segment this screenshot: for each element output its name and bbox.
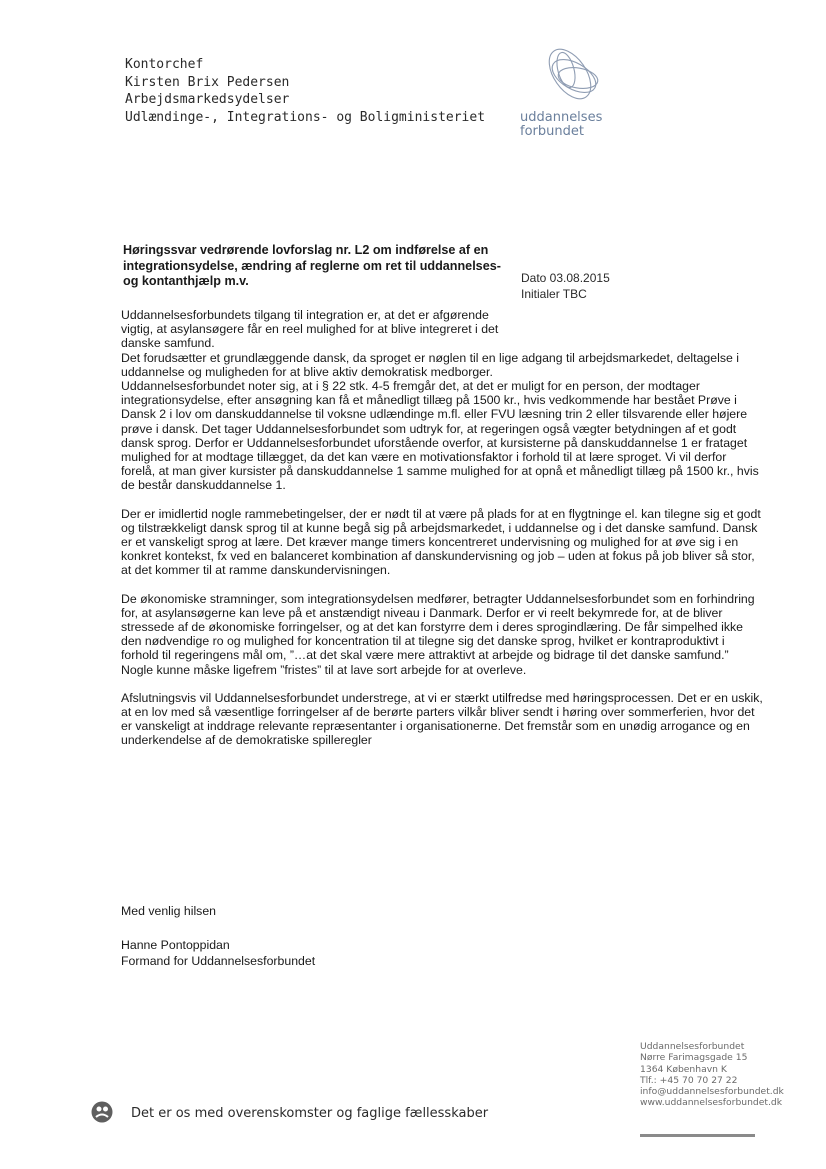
signature-name: Hanne Pontoppidan [121,938,230,952]
body-paragraph-6: Afslutningsvis vil Uddannelsesforbundet understrege, at vi er stærkt utilfredse med høringsprocessen. Det er en uskik, at en lov med så væsentlige forringelser af de berørte parters vilkår bliver sendt i høring over sommerferien, hvor det er vanskeligt at inddrage relevante repræsentanter i organisationerne. Det fremstår som en unødig arrogance og en underkendelse af de demokratiske spilleregler [121,690,763,748]
letter-initials: Initialer TBC [521,286,587,301]
footer-email: info@uddannelsesforbundet.dk [640,1086,784,1098]
letter-meta [521,271,610,302]
body-paragraph-3: Uddannelsesforbundet noter sig, at i § 22 stk. 4-5 fremgår det, at det er muligt for en person, der modtager integrationsydelse, efter ansøgning kan få et månedligt tillæg på 1500 kr., hvis vedkommende har bestået Prøve i Dansk 2 i lov om danskuddannelse til voksne udlændinge m.fl. eller FVU læsning trin 2 eller tilsvarende eller højere prøve i dansk. Det tager Uddannelsesforbundet som udtryk for, at regeringen også vægter betydningen af et godt dansk sprog. Derfor er Uddannelsesforbundet uforstående overfor, at kursisterne på danskuddannelse 1 er frataget mulighed for at modtage tillægget, da det kan være en motivationsfaktor i forhold til at lære sproget. Vi vil derfor forelå, at man giver kursister på danskuddannelse 1 samme mulighed for at opnå et månedligt tillæg på 1500 kr., hvis de består danskuddannelse 1. [121,379,759,493]
recipient-name: Kirsten Brix Pedersen [125,74,290,90]
body-paragraph-1: Uddannelsesforbundets tilgang til integration er, at det er afgørende vigtig, at asylansøgere får en reel mulighed for at blive integreret i det danske samfund. [121,308,499,351]
footer-org: Uddannelsesforbundet [640,1041,745,1052]
logo-text-line2: forbundet [520,124,584,139]
logo-text-line1: uddannelses [520,110,603,125]
footer-street: Nørre Farimagsgade 15 [640,1052,748,1064]
footer-divider [640,1134,755,1137]
footer-city: 1364 København K [640,1063,727,1075]
footer-phone: Tlf.: +45 70 70 27 22 [640,1074,738,1086]
letter-closing: Med venlig hilsen [121,904,217,918]
letter-date: Dato 03.08.2015 [521,271,610,285]
signature-block [121,938,315,969]
logo-ellipses-icon [532,40,612,108]
signature-title: Formand for Uddannelsesforbundet [121,953,316,968]
letter-body [121,308,763,748]
letter-subject: Høringssvar vedrørende lovforslag nr. L2 om indførelse af en integrationsydelse, ændring af reglerne om ret til uddannelses- og kontanthjælp m.v. [123,243,501,288]
body-paragraph-2: Det forudsætter et grundlæggende dansk, da sproget er nøglen til en lige adgang til arbejdsmarkedet, deltagelse i uddannelse og muligheden for at blive aktiv demokratisk medborger. [121,350,739,379]
recipient-title: Kontorchef [125,57,204,72]
slogan-badge-icon [91,1101,113,1123]
body-paragraph-5: De økonomiske stramninger, som integrationsydelsen medfører, betragter Uddannelsesforbundet som en forhindring for, at asylansøgerne kan leve på et anstændigt niveau i Danmark. Derfor er vi reelt bekymrede for, at de bliver stressede af de økonomiske forringelser, og at det kan forstyrre dem i deres sprogindlæring. De får simpelhed ikke den nødvendige ro og mulighed for koncentration til at tilegne sig det danske sprog, hvilket er kontraproduktivt i forhold til regeringens mål om, ”…at det skal være mere attraktivt at arbejde og bidrage til det danske samfund.” Nogle kunne måske ligefrem ”fristes” til at lave sort arbejde for at overleve. [121,591,755,677]
footer-address [640,1041,784,1109]
footer-slogan: Det er os med overenskomster og faglige fællesskaber [131,1106,489,1121]
body-paragraph-4: Der er imidlertid nogle rammebetingelser, der er nødt til at være på plads for at en flygtninge el. kan tilegne sig et godt og tilstrækkeligt dansk sprog til at kunne begå sig på arbejdsmarkedet, i uddannelse og i det danske samfund. Dansk er et vanskeligt sprog at lære. Det kræver mange timers koncentreret undervisning og mulighed for at øve sig i en konkret kontekst, fx ved en balanceret kombination af danskundervisning og job – uden at fokus på job bliver så stor, at det kommer til at ramme danskundervisningen. [121,506,761,578]
recipient-department: Arbejdsmarkedsydelser [125,92,290,107]
footer-website: www.uddannelsesforbundet.dk [640,1097,783,1109]
recipient-address [125,56,505,126]
organization-logo [510,40,640,150]
recipient-ministry: Udlændinge-, Integrations- og Boligministeriet [125,109,486,125]
